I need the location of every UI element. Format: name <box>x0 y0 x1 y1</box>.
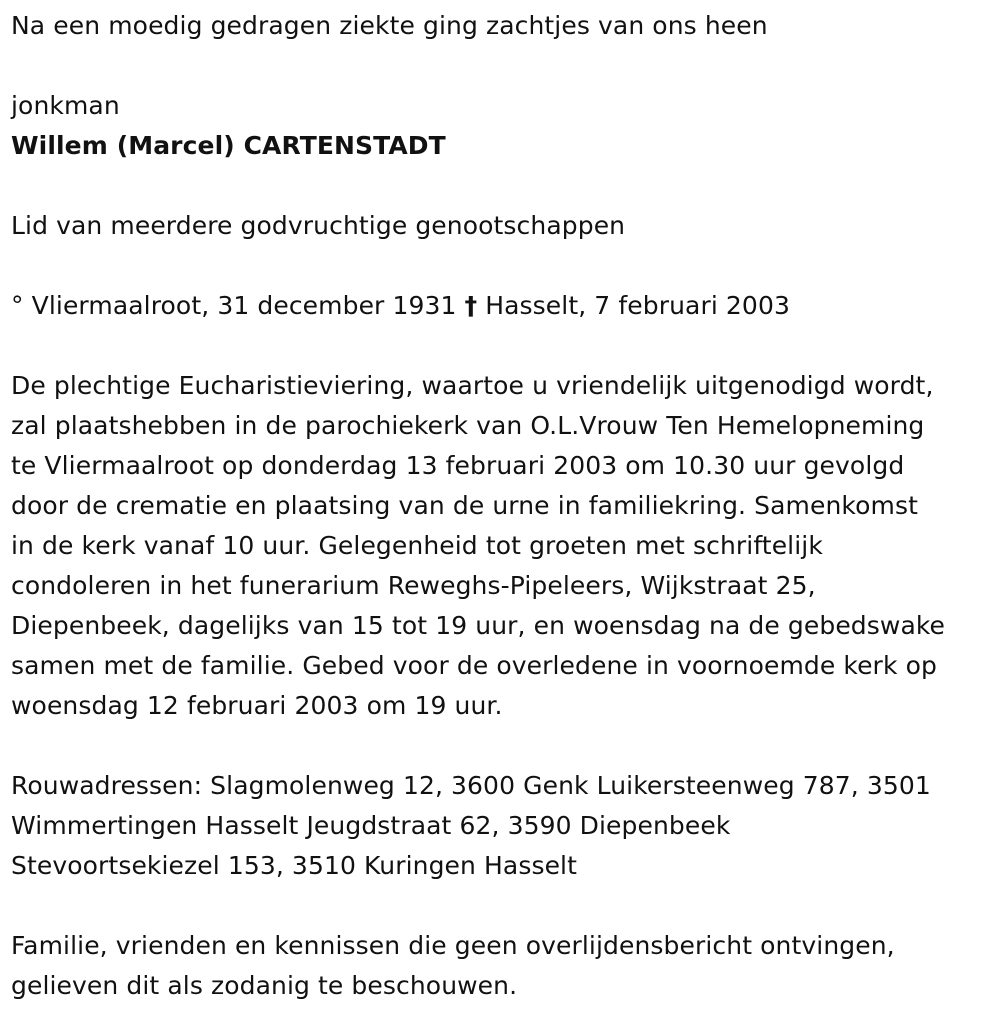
cross-icon: † <box>464 291 478 320</box>
ceremony-line: Diepenbeek, dagelijks van 15 tot 19 uur, en woensdag na de gebedswake <box>11 611 946 640</box>
closing-line: Familie, vrienden en kennissen die geen overlijdensbericht ontvingen, <box>11 931 895 960</box>
obituary-notice <box>11 6 991 1006</box>
deceased-name: Willem (Marcel) CARTENSTADT <box>11 131 446 160</box>
spacer <box>11 166 991 206</box>
birth-symbol: ° <box>11 291 24 320</box>
spacer <box>11 46 991 86</box>
ceremony-line: woensdag 12 februari 2003 om 19 uur. <box>11 691 503 720</box>
ceremony-line: te Vliermaalroot op donderdag 13 februari 2003 om 10.30 uur gevolgd <box>11 451 905 480</box>
address-line: Rouwadressen: Slagmolenweg 12, 3600 Genk Luikersteenweg 787, 3501 <box>11 771 931 800</box>
ceremony-line: door de crematie en plaatsing van de urne in familiekring. Samenkomst <box>11 491 918 520</box>
closing-paragraph <box>11 926 991 1006</box>
spacer <box>11 326 991 366</box>
title-prefix: jonkman <box>11 91 120 120</box>
death-place-date: Hasselt, 7 februari 2003 <box>485 291 790 320</box>
ceremony-line: zal plaatshebben in de parochiekerk van O.L.Vrouw Ten Hemelopneming <box>11 411 925 440</box>
ceremony-line: samen met de familie. Gebed voor de overledene in voornoemde kerk op <box>11 651 937 680</box>
addresses-paragraph <box>11 766 991 886</box>
membership-text: Lid van meerdere godvruchtige genootschappen <box>11 211 626 240</box>
spacer <box>11 886 991 926</box>
spacer <box>11 246 991 286</box>
ceremony-paragraph <box>11 366 991 726</box>
birth-place-date: Vliermaalroot, 31 december 1931 <box>31 291 457 320</box>
ceremony-line: De plechtige Eucharistieviering, waartoe u vriendelijk uitgenodigd wordt, <box>11 371 934 400</box>
life-dates <box>11 286 991 326</box>
ceremony-line: in de kerk vanaf 10 uur. Gelegenheid tot groeten met schriftelijk <box>11 531 823 560</box>
closing-line: gelieven dit als zodanig te beschouwen. <box>11 971 518 1000</box>
address-line: Stevoortsekiezel 153, 3510 Kuringen Hasselt <box>11 851 578 880</box>
ceremony-line: condoleren in het funerarium Reweghs-Pipeleers, Wijkstraat 25, <box>11 571 816 600</box>
intro-text: Na een moedig gedragen ziekte ging zachtjes van ons heen <box>11 11 768 40</box>
address-line: Wimmertingen Hasselt Jeugdstraat 62, 3590 Diepenbeek <box>11 811 731 840</box>
spacer <box>11 726 991 766</box>
